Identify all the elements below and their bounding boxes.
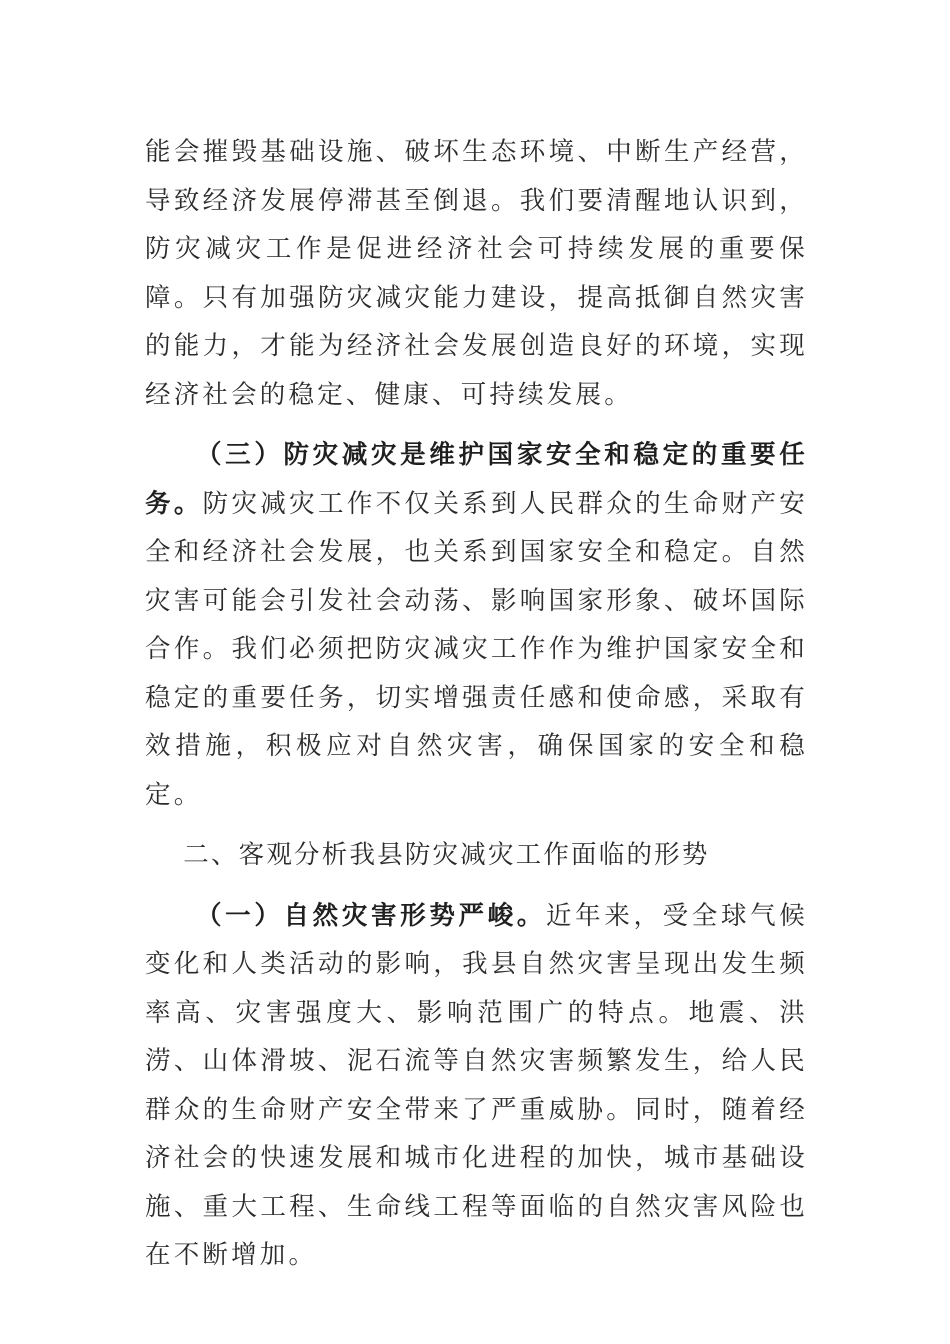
- paragraph-continued: [145, 128, 808, 419]
- section-lead-heading: （一）自然灾害形势严峻。: [196, 900, 546, 931]
- paragraph-text: 防灾减灾工作不仅关系到人民群众的生命财产安全和经济社会发展，也关系到国家安全和稳定。自然灾害可能会引发社会动荡、影响国家形象、破坏国际合作。我们必须把防灾减灾工作作为维护国家安全和稳定的重要任务，切实增强责任感和使命感，采取有效措施，积极应对自然灾害，确保国家的安全和稳定。: [145, 488, 809, 810]
- chapter-heading: [145, 831, 808, 880]
- paragraph-text: 能会摧毁基础设施、破坏生态环境、中断生产经营，导致经济发展停滞甚至倒退。我们要清醒地认识到，防灾减灾工作是促进经济社会可持续发展的重要保障。只有加强防灾减灾能力建设，提高抵御自然灾害的能力，才能为经济社会发展创造良好的环境，实现经济社会的稳定、健康、可持续发展。: [145, 137, 808, 410]
- section-lead-heading: （三）防灾减灾是维护国家安全和稳定的重要任务。: [145, 440, 808, 519]
- chapter-heading-text: 二、客观分析我县防灾减灾工作面临的形势: [183, 840, 710, 870]
- paragraph-section-1: [145, 892, 808, 1280]
- paragraph-section-3: [145, 431, 808, 819]
- document-body: [145, 128, 808, 1280]
- paragraph-text: 近年来，受全球气候变化和人类活动的影响，我县自然灾害呈现出发生频率高、灾害强度大、影响范围广的特点。地震、洪涝、山体滑坡、泥石流等自然灾害频繁发生，给人民群众的生命财产安全带来了严重威胁。同时，随着经济社会的快速发展和城市化进程的加快，城市基础设施、重大工程、生命线工程等面临的自然灾害风险也在不断增加。: [145, 900, 808, 1270]
